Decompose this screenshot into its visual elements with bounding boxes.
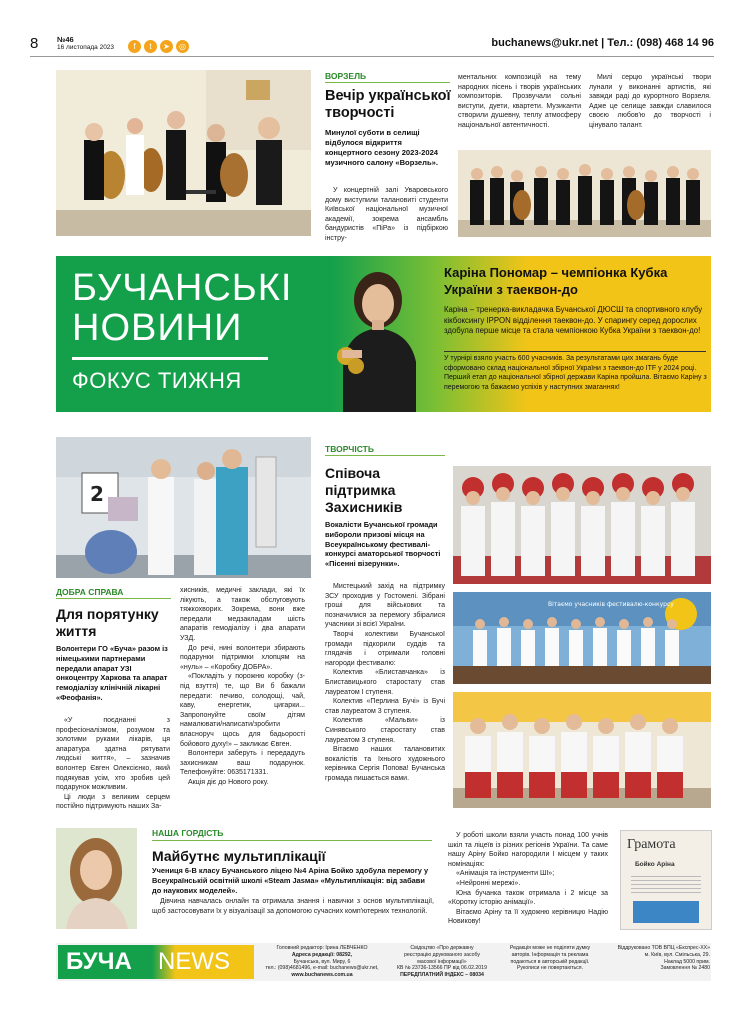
vorzel-photo-musicians	[56, 70, 311, 236]
banner-headline: Каріна Пономар – чемпіонка Кубка України з таеквон-до	[444, 265, 668, 297]
charity-paragraph: До речі, нині волонтери збирають подарунки підтримки хлопцям на «нуль» – «Коробку ДОБРА».	[180, 644, 305, 671]
banner-title-line1: БУЧАНСЬКІ	[72, 267, 293, 309]
charity-paragraph: Ці люди з великим серцем постійно підтримують наших За-	[56, 793, 170, 811]
charity-section-label: ДОБРА СПРАВА	[56, 587, 124, 597]
vorzel-section-rule	[325, 82, 450, 83]
footer-line: Наклад 5000 прим.	[664, 958, 710, 965]
contacts: buchanews@ukr.net | Тел.: (098) 468 14 96	[491, 37, 714, 49]
pride-paragraph: У роботі школи взяли участь понад 100 учнів шкіл та ліцеїв із різних регіонів України. Та саме нашу Аріну Бойко нагородили І місцем у таких номінаціях:	[448, 832, 608, 868]
creativity-paragraph: Колектив «Блиставчанка» із Блиставицького старостату став лауреатом І ступеня.	[325, 669, 445, 696]
footer-line: Редакція може не поділяти думку	[509, 945, 591, 951]
vorzel-section-label: ВОРЗЕЛЬ	[325, 71, 367, 81]
issue-date: 16 листопада 2023	[57, 44, 115, 51]
footer-logo	[58, 945, 254, 979]
page-number: 8	[30, 35, 39, 52]
charity-paragraph: хисників, медичні заклади, які їх лікують, а також обслуговують тяжкохворих. Зокрема, вони вже передали медзакладам шість апаратів гемодіалізу і два апарати УЗД.	[180, 587, 305, 642]
footer-line: авторів. Інформація та реклама	[511, 951, 589, 958]
footer-col-editor	[262, 945, 382, 979]
creativity-photo-1	[453, 466, 711, 584]
charity-paragraph: Волонтери заберуть і передадуть захисникам ваш подарунок. Телефонуйте: 0635171331.	[180, 750, 305, 777]
footer-line: ПЕРЕДПЛАТНИЙ ІНДЕКС – 08034	[400, 972, 484, 979]
vorzel-text-1	[325, 186, 448, 244]
pride-section-rule	[152, 840, 432, 841]
pride-paragraph: «Нейронні мережі».	[456, 879, 521, 887]
creativity-text	[325, 582, 445, 783]
creativity-paragraph: Колектив «Перлина Бучі» із Бучі став лауреатом 3 ступеня.	[325, 698, 445, 715]
footer-col-print	[606, 945, 710, 972]
charity-text-1	[56, 716, 170, 812]
creativity-title: Співоча підтримка Захисників	[325, 465, 403, 515]
vorzel-paragraph: ментальних композицій на тему народних пісень і творів українських композиторів. Прозвучали сольні виступи, дуети, квартети. Музиканти створили душевну, теплу атмосферу національної автентичності.	[458, 74, 581, 129]
creativity-section-label: ТВОРЧІСТЬ	[325, 444, 374, 454]
pride-lead: Учениця 6-В класу Бучанського ліцею №4 Аріна Бойко здобула перемогу у Всеукраїнській освітній школі «Steam Jasмa» «Мультиплікація: від забави до наукових моделей».	[152, 866, 429, 895]
footer-line: Рукописи не повертаються.	[516, 965, 584, 972]
pride-title: Майбутнє мультиплікації	[152, 848, 326, 864]
creativity-paragraph: Вітаємо наших талановитих вокалістів та їхнього художнього керівника Сергія Попова! Бучанська громада пишається вами.	[325, 746, 445, 782]
vorzel-photo-group	[458, 150, 711, 237]
banner-photo-karina	[318, 262, 438, 412]
charity-paragraph: Акція діє до Нового року.	[188, 778, 269, 786]
vorzel-paragraph: Милі серцю українські твори лунали у виконанні артистів, які завжди раді до курортного Ворзеля. Адже це селище завжди славилося своєю любов'ю до творчості і цінувало талант.	[589, 74, 711, 129]
pride-text-2	[448, 831, 608, 927]
banner-subtitle: ФОКУС ТИЖНЯ	[72, 368, 242, 393]
diploma-emblem	[633, 901, 699, 923]
vorzel-text-3	[589, 73, 711, 131]
charity-section-rule	[56, 598, 171, 599]
social-icons	[128, 36, 218, 54]
footer-logo-bucha: БУЧА	[66, 948, 132, 975]
twitter-icon[interactable]: t	[144, 40, 157, 53]
photo-banner-text: Вітаємо учасників фестивалю-конкурсу	[548, 601, 674, 608]
footer-line: Свідоцтво «Про державну	[410, 945, 474, 951]
creativity-lead: Вокалісти Бучанської громади вибороли призові місця на Всеукраїнському фестивалі-конкурсі аматорської творчості «Пісенні візерунки».	[325, 520, 441, 569]
vorzel-paragraph: У концертній залі Уваровського дому виступили талановиті студенти Київської національної музичної академії, зокрема ансамбль бандуристів «ПіРа» із підбіркою інстру-	[325, 187, 448, 242]
charity-lead: Волонтери ГО «Буча» разом із німецькими партнерами передали апарат УЗІ онкоцентру Харкова та апарат гемодіалізу клінічній лікарні «Феофанія».	[56, 644, 168, 702]
pride-photo-girl	[56, 828, 137, 929]
telegram-icon[interactable]: ➤	[160, 40, 173, 53]
footer-line: КВ № 23736-13566 ПР від 06.02.2019	[397, 965, 487, 972]
footer-line: подаються в авторській редакції.	[510, 958, 590, 965]
creativity-photo-3	[453, 692, 711, 808]
diploma-title: Грамота	[627, 837, 676, 852]
page-header	[30, 34, 714, 54]
pride-paragraph: Вітаємо Аріну та її художню керівницю Надію Новикову!	[448, 908, 608, 926]
photo-door-sign: 2	[90, 482, 104, 506]
footer-line: Замовлення № 2480	[660, 965, 710, 972]
charity-photo-doctors	[56, 437, 311, 578]
pride-paragraph: «Анімація та інструменти ШІ»;	[456, 870, 555, 878]
facebook-icon[interactable]: f	[128, 40, 141, 53]
footer-col-disclaimer	[500, 945, 600, 972]
instagram-icon[interactable]: ◎	[176, 40, 189, 53]
footer-line: Віддруковано ТОВ ВПЦ «Експрес-ХХ»	[617, 945, 710, 951]
vorzel-text-2	[458, 73, 581, 131]
footer-line: Адреса редакції: 08292,	[291, 951, 353, 958]
vorzel-lead: Минулої суботи в селищі відбулося відкриття концертного сезону 2023-2024 музичного салону «Ворзель».	[325, 128, 439, 167]
banner-lead: Каріна – тренерка-викладачка Бучанської ДЮСШ та спортивного клубу кікбоксингу IPPON відділення таеквон-до. У спарингу серед дорослих здобула перше місце та стала чемпіонкою Кубка України з таеквон-до!	[444, 305, 703, 335]
creativity-paragraph: Творчі колективи Бучанської громади підкорили суддів та глядачів і отримали головні нагороди фестивалю:	[325, 630, 445, 667]
diploma-lines	[631, 873, 701, 893]
charity-title: Для порятунку життя	[56, 606, 159, 639]
banner-rule	[444, 351, 706, 352]
footer-line: масової інформації»	[417, 958, 467, 965]
creativity-paragraph: Мистецький захід на підтримку ЗСУ проходив у Гостомелі. Зібрані гроші для військових та позначилися за перемогу збіралися учасники зі всієї України.	[325, 583, 445, 629]
footer-line: Бучанська, вул. Миру, 6	[293, 958, 351, 965]
footer-line: м. Київ, вул. Смільська, 29.	[644, 951, 710, 958]
charity-paragraph: «У поєднанні з професіоналізмом, розумом та золотими руками лікарів, ця апаратура здатна рятувати людські життя», – зазначив волонтер Євген Олексієнко, який подякував усім, хто зробив цей подарунок можливим.	[56, 717, 170, 792]
banner-body: У турнірі взяло участь 600 учасників. За результатами цих змагань буде сформовано склад національної збірної України з таеквон-до ITF у 2024 році. Перший етап до національної збірної держави Каріна пройшла. Вітаємо Каріну з перемогою та бажаємо успіхів у наступних змаганнях!	[444, 355, 707, 391]
footer-logo-news: NEWS	[158, 948, 230, 975]
footer-line: Головний редактор: Ірина ЛЕВЧЕНКО	[276, 945, 368, 951]
creativity-section-rule	[325, 455, 445, 456]
footer-col-registration	[392, 945, 492, 979]
charity-text-2	[180, 586, 305, 787]
banner-divider	[72, 357, 268, 360]
pride-paragraph: Дівчина навчалась онлайн та отримала знання і навички з основ мультиплікації, щоб застосовувати їх у візуалізації за допомогою сучасних комп'ютерних технологій.	[152, 898, 434, 915]
footer-line: реєстрацію друкованого засобу	[404, 951, 480, 958]
banner-title-line2: НОВИНИ	[72, 307, 243, 349]
pride-text-1	[152, 897, 434, 916]
footer-line: www.buchanews.com.ua	[291, 972, 353, 979]
charity-paragraph: «Покладіть у порожню коробку (з-під взуття) те, що Ви б бажали передати: печиво, солодощі, чай, каву, енергетик, цигарки... Запропонуйте своїм дітям намалювати/написати/зробити власноруч щось для бадьорості бойового духу!» – закликає Євген.	[180, 673, 305, 748]
creativity-photo-2	[453, 592, 711, 684]
creativity-paragraph: Колектив «Мальви» із Синявського старостату став лауреатом 3 ступеня.	[325, 717, 445, 744]
issue-number: №46	[57, 35, 74, 44]
vorzel-title: Вечір української творчості	[325, 88, 451, 121]
pride-paragraph: Юна бучанка також отримала і 2 місце за «Коротку історію анімації».	[448, 889, 608, 907]
pride-section-label: НАША ГОРДІСТЬ	[152, 828, 224, 838]
pride-diploma	[620, 830, 712, 930]
footer-line: тел.: (098)4681496, e-mail: buchanews@ukr.net,	[265, 965, 379, 972]
diploma-name: Бойко Аріна	[635, 861, 675, 868]
header-rule	[30, 56, 714, 57]
